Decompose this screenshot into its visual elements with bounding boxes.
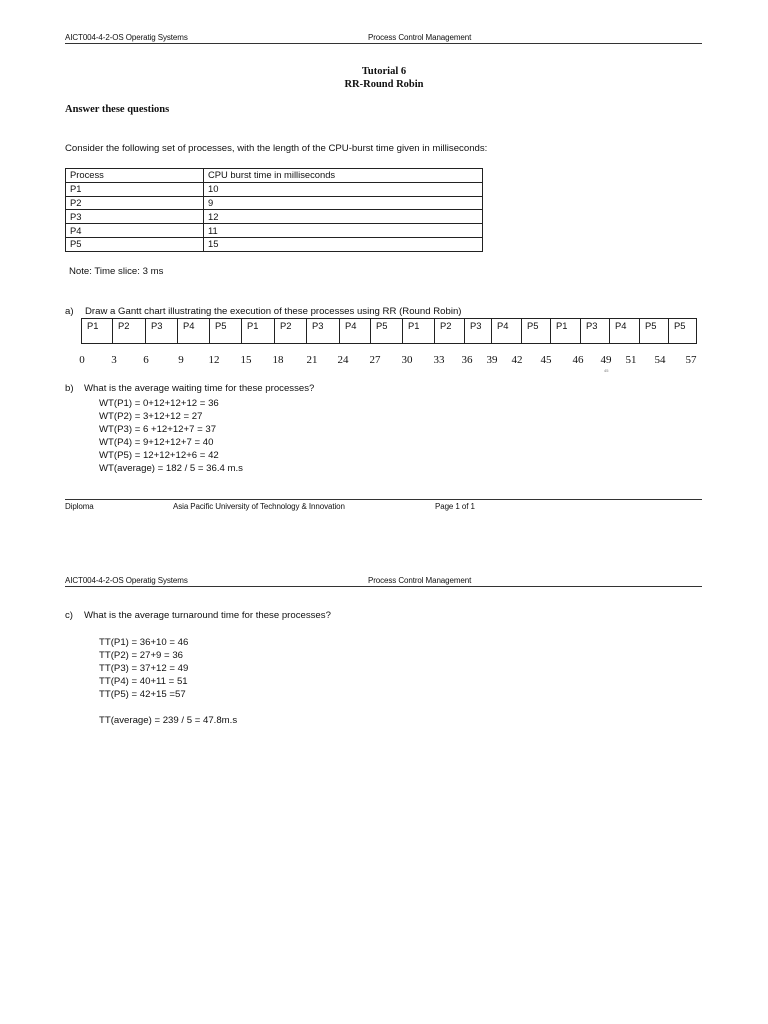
- gantt-tick: 9: [178, 354, 184, 366]
- gantt-cell: P4: [610, 319, 640, 343]
- average-turnaround: TT(average) = 239 / 5 = 47.8m.s: [99, 715, 238, 726]
- gantt-tick: 30: [401, 354, 413, 366]
- gantt-chart: [81, 318, 697, 344]
- answer-line: TT(P1) = 36+10 = 46: [99, 637, 189, 648]
- gantt-cell: P4: [340, 319, 371, 343]
- gantt-cell: P5: [371, 319, 403, 343]
- gantt-cell: P3: [307, 319, 340, 343]
- table-cell: 11: [204, 224, 483, 238]
- table-row: [66, 210, 483, 224]
- question-a-label: a): [65, 306, 74, 317]
- gantt-tick: 21: [306, 354, 318, 366]
- gantt-cell: P4: [492, 319, 522, 343]
- answer-line: WT(P4) = 9+12+12+7 = 40: [99, 437, 214, 448]
- gantt-tick: 54: [654, 354, 666, 366]
- intro-text: Consider the following set of processes, with the length of the CPU-burst time given in milliseconds:: [65, 143, 488, 154]
- gantt-tick: 18: [272, 354, 284, 366]
- answer-line: WT(P1) = 0+12+12+12 = 36: [99, 398, 219, 409]
- answer-line: TT(P5) = 42+15 =57: [99, 689, 186, 700]
- gantt-cell: P3: [146, 319, 178, 343]
- gantt-cell: P5: [522, 319, 551, 343]
- gantt-cell: P5: [674, 320, 686, 331]
- footer-university: Asia Pacific University of Technology & Innovation: [173, 502, 345, 511]
- gantt-tick: 0: [79, 354, 85, 366]
- page1-header-topic: Process Control Management: [368, 33, 472, 42]
- gantt-tick: 51: [625, 354, 637, 366]
- gantt-tick: 15: [240, 354, 252, 366]
- page2-header-topic: Process Control Management: [368, 576, 472, 585]
- gantt-tick: 57: [685, 354, 697, 366]
- answer-line: WT(P5) = 12+12+12+6 = 42: [99, 450, 219, 461]
- table-row: [66, 182, 483, 196]
- table-cell: P5: [66, 237, 204, 251]
- page2-header-course: AICT004-4-2-OS Operatig Systems: [65, 576, 188, 585]
- answer-line: TT(P3) = 37+12 = 49: [99, 663, 189, 674]
- page1-header-course: AICT004-4-2-OS Operatig Systems: [65, 33, 188, 42]
- answer-line: WT(average) = 182 / 5 = 36.4 m.s: [99, 463, 243, 474]
- gantt-cell: P2: [275, 319, 307, 343]
- tutorial-title: Tutorial 6: [361, 66, 407, 77]
- table-cell: P2: [66, 196, 204, 210]
- gantt-tick: 36: [461, 354, 473, 366]
- gantt-tick: 6: [143, 354, 149, 366]
- section-heading: Answer these questions: [65, 104, 170, 115]
- question-a-text: Draw a Gantt chart illustrating the execution of these processes using RR (Round Robin): [85, 306, 462, 317]
- page1-footer-rule: [65, 499, 702, 500]
- table-cell: P4: [66, 224, 204, 238]
- gantt-tick: 49: [600, 354, 612, 366]
- table-row: [66, 196, 483, 210]
- gantt-cell: P1: [82, 319, 113, 343]
- question-b-label: b): [65, 383, 74, 394]
- gantt-tick: 46: [572, 354, 584, 366]
- gantt-cell: P4: [178, 319, 210, 343]
- tutorial-subtitle: RR-Round Robin: [344, 79, 424, 90]
- answer-line: TT(P2) = 27+9 = 36: [99, 650, 183, 661]
- answer-line: WT(P3) = 6 +12+12+7 = 37: [99, 424, 217, 435]
- gantt-tick: 24: [337, 354, 349, 366]
- gantt-cell: P3: [581, 319, 610, 343]
- table-header-cell: CPU burst time in milliseconds: [204, 169, 483, 183]
- page2-header-rule: [65, 586, 702, 587]
- table-cell: 12: [204, 210, 483, 224]
- answer-line: WT(P2) = 3+12+12 = 27: [99, 411, 203, 422]
- question-c-text: What is the average turnaround time for these processes?: [84, 610, 331, 621]
- answer-line: TT(P4) = 40+11 = 51: [99, 676, 188, 687]
- gantt-cell: P3: [465, 319, 492, 343]
- table-header-cell: Process: [66, 169, 204, 183]
- table-row: [66, 237, 483, 251]
- table-header-row: [66, 169, 483, 183]
- footer-page-number: Page 1 of 1: [435, 502, 475, 511]
- gantt-cell: P2: [435, 319, 465, 343]
- gantt-cell: P1: [403, 319, 435, 343]
- process-table: [65, 168, 483, 252]
- gantt-tick: 39: [486, 354, 498, 366]
- table-cell: 15: [204, 237, 483, 251]
- footer-program: Diploma: [65, 502, 94, 511]
- table-cell: 10: [204, 182, 483, 196]
- gantt-tick: 42: [511, 354, 523, 366]
- question-c-label: c): [65, 610, 73, 621]
- time-slice-note: Note: Time slice: 3 ms: [69, 266, 164, 277]
- gantt-tick: 45: [540, 354, 552, 366]
- gantt-tick-footnote: 45: [604, 368, 609, 373]
- gantt-tick: 27: [369, 354, 381, 366]
- gantt-cell: P2: [113, 319, 146, 343]
- gantt-cell: P5: [210, 319, 242, 343]
- table-cell: P1: [66, 182, 204, 196]
- question-b-text: What is the average waiting time for these processes?: [84, 383, 315, 394]
- table-row: [66, 224, 483, 238]
- table-cell: P3: [66, 210, 204, 224]
- page1-header-rule: [65, 43, 702, 44]
- gantt-tick: 3: [111, 354, 117, 366]
- gantt-cell: P1: [551, 319, 581, 343]
- table-cell: 9: [204, 196, 483, 210]
- gantt-tick: 12: [208, 354, 220, 366]
- gantt-cell: P5: [640, 319, 669, 343]
- gantt-tick: 33: [433, 354, 445, 366]
- gantt-cell: P1: [242, 319, 275, 343]
